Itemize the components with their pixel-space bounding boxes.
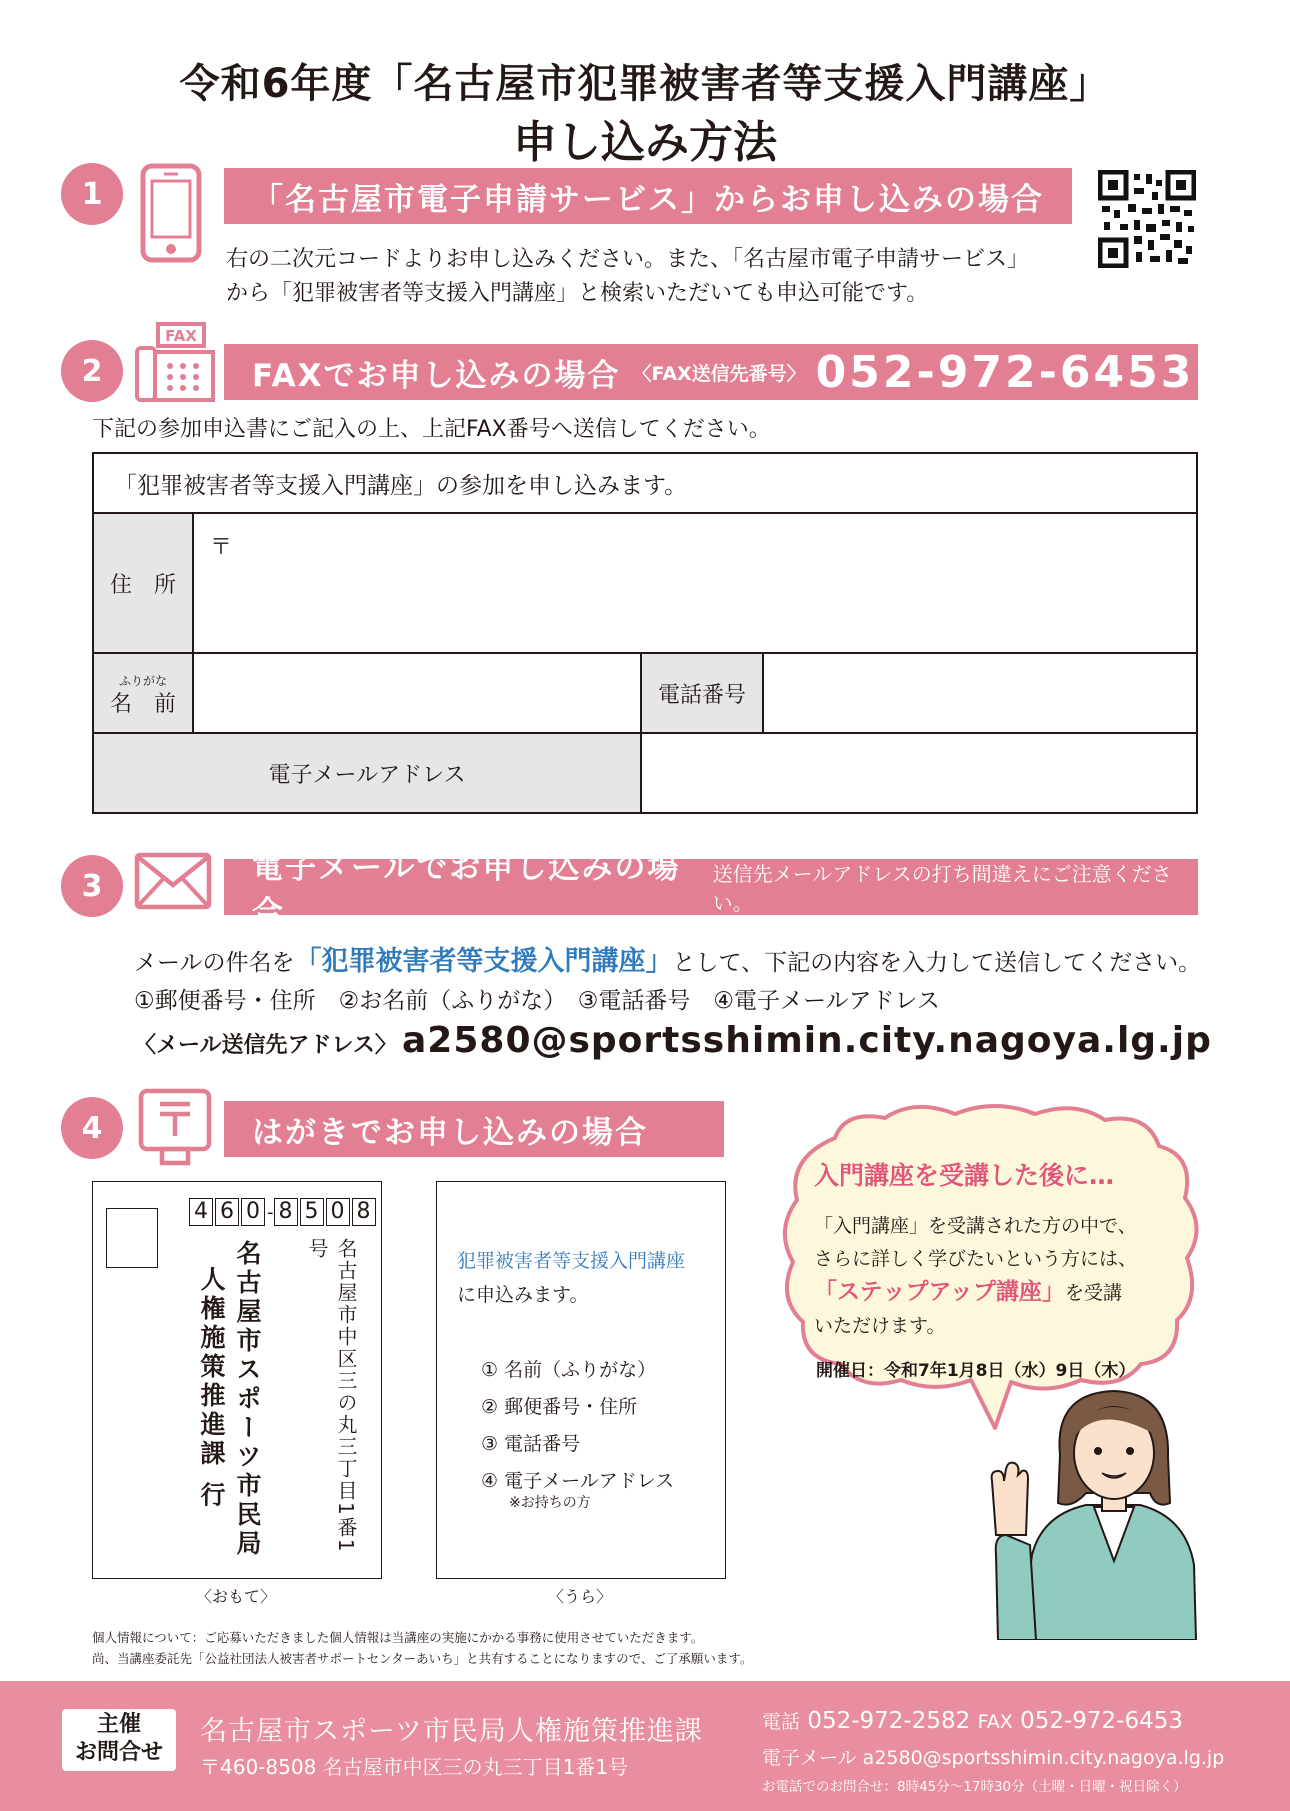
list-item: ① 名前（ふりがな） <box>481 1359 657 1381</box>
bubble-line-3: を受講 <box>1064 1282 1122 1304</box>
organizer-badge <box>62 1709 176 1771</box>
section-4-heading-text: はがきでお申し込みの場合 <box>252 1114 648 1151</box>
phone-label: 電話 <box>762 1711 801 1733</box>
email-address[interactable]: a2580@sportsshimin.city.nagoya.lg.jp <box>402 1020 1212 1061</box>
postcard-front <box>92 1181 382 1579</box>
section-3-heading-text: 電子メールでお申し込みの場合 <box>252 850 681 931</box>
section-1-text-1: 右の二次元コードよりお申し込みください。また、「名古屋市電子申請サービス」 <box>226 247 1030 272</box>
list-item: ② 郵便番号・住所 <box>481 1396 638 1418</box>
postcard-back <box>436 1181 726 1579</box>
privacy-line-2: 尚、当講座委託先「公益社団法人被害者サポートセンターあいち」と共有することになりますので、ご了承願います。 <box>92 1651 753 1666</box>
address-label: 住 所 <box>93 513 193 653</box>
postal-mark: 〒 <box>210 535 233 560</box>
postbox-icon <box>138 1088 212 1170</box>
zip-dash: - <box>267 1202 274 1223</box>
step-2-badge: 2 <box>61 340 123 402</box>
email-address-line <box>134 1020 1212 1061</box>
fax-machine-icon <box>134 322 216 408</box>
fax-label: FAX <box>977 1711 1013 1733</box>
phone-label: 電話番号 <box>641 653 763 733</box>
fax-application-form <box>92 452 1198 814</box>
footer-address: 〒460-8508 名古屋市中区三の丸三丁目1番1号 <box>200 1755 629 1779</box>
page-subtitle: 申し込み方法 <box>513 117 777 168</box>
svg-text:FAX: FAX <box>165 327 197 345</box>
section-2-heading <box>224 344 1198 400</box>
zip-digit: 4 <box>189 1198 213 1226</box>
postcard-recipient-1: 名古屋市スポーツ市民局 <box>233 1240 262 1559</box>
section-3-note: 送信先メールアドレスの打ち間違えにご注意ください。 <box>712 862 1172 915</box>
list-item: ③ 電話番号 <box>481 1433 581 1455</box>
step-up-course-label: 「ステップアップ講座」 <box>814 1279 1065 1305</box>
section-2-heading-text: FAXでお申し込みの場合 <box>252 357 621 394</box>
list-item: ④ 電子メールアドレス <box>481 1470 675 1492</box>
step-4-badge: 4 <box>61 1097 123 1159</box>
fax-label: 〈FAX送信先番号〉 <box>632 362 806 385</box>
postcard-back-caption: 〈うら〉 <box>547 1587 612 1606</box>
woman-waving-illustration <box>990 1385 1200 1644</box>
email-label: 電子メールアドレス <box>93 733 641 813</box>
bubble-line-4: いただけます。 <box>814 1315 946 1337</box>
organizer-badge-line-2: お問合せ <box>74 1740 163 1765</box>
qr-code-icon[interactable] <box>1098 170 1196 272</box>
bubble-title: 入門講座を受講した後に… <box>814 1161 1115 1190</box>
email-label: 電子メール <box>762 1747 857 1769</box>
postcard-back-line2: に申込みます。 <box>457 1284 589 1306</box>
form-header: 「犯罪被害者等支援入門講座」の参加を申し込みます。 <box>93 453 1197 513</box>
zip-digit: 5 <box>300 1198 324 1226</box>
privacy-note <box>92 1627 752 1669</box>
zip-code <box>189 1198 378 1226</box>
zip-digit: 0 <box>326 1198 350 1226</box>
zip-digit: 6 <box>215 1198 239 1226</box>
email-subject-post: として、下記の内容を入力して送信してください。 <box>672 950 1202 976</box>
postcard-back-title: 犯罪被害者等支援入門講座 <box>457 1250 686 1272</box>
email-subject-pre: メールの件名を <box>134 950 295 976</box>
name-label: 名 前 <box>109 692 176 717</box>
zip-digit: 8 <box>352 1198 376 1226</box>
fax-number: 052-972-6453 <box>815 346 1195 398</box>
bubble-date: 開催日：令和7年1月8日（水）9日（木） <box>816 1361 1136 1381</box>
footer-org: 名古屋市スポーツ市民局人権施策推進課 <box>200 1716 703 1747</box>
email-subject-text: 「犯罪被害者等支援入門講座」 <box>294 946 673 977</box>
organizer-badge-line-1: 主催 <box>96 1712 141 1737</box>
zip-digit: 8 <box>274 1198 298 1226</box>
footer-phone-fax <box>762 1707 1183 1734</box>
section-4-heading <box>224 1101 724 1157</box>
name-field[interactable] <box>193 653 641 733</box>
name-label-cell <box>93 653 193 733</box>
postcard-back-items <box>481 1352 674 1500</box>
footer <box>0 1681 1290 1811</box>
section-1-heading-text: 「名古屋市電子申請サービス」からお申し込みの場合 <box>252 181 1044 218</box>
step-3-badge: 3 <box>61 855 123 917</box>
stamp-placeholder <box>106 1208 158 1268</box>
zip-digit: 0 <box>241 1198 265 1226</box>
postcard-recipient-2: 人権施策推進課 行 <box>197 1266 226 1511</box>
bubble-line-1: 「入門講座」を受講された方の中で、 <box>814 1215 1137 1237</box>
section-1-text-2: から「犯罪被害者等支援入門講座」と検索いただいても申込可能です。 <box>226 281 929 306</box>
smartphone-icon <box>140 163 202 267</box>
postcard-address: 名古屋市中区三の丸三丁目1番1号 <box>305 1238 358 1554</box>
step-1-badge: 1 <box>61 163 123 225</box>
fax-number: 052-972-6453 <box>1020 1708 1184 1734</box>
address-field[interactable] <box>193 513 1197 653</box>
privacy-line-1: 個人情報について：ご応募いただきました個人情報は当講座の実施にかかる事務に使用させていただきます。 <box>92 1630 704 1645</box>
footer-hours: お電話でのお問合せ：8時45分～17時30分（土曜・日曜・祝日除く） <box>762 1779 1187 1795</box>
bubble-body <box>814 1210 1137 1343</box>
postcard-front-caption: 〈おもて〉 <box>195 1587 276 1606</box>
footer-email <box>762 1743 1224 1770</box>
furigana-label: ふりがな <box>118 674 167 688</box>
email-address[interactable]: a2580@sportsshimin.city.nagoya.lg.jp <box>862 1747 1225 1769</box>
fax-instruction: 下記の参加申込書にご記入の上、上記FAX番号へ送信してください。 <box>92 417 771 442</box>
postcard-back-note: ※お持ちの方 <box>509 1495 591 1511</box>
page-title: 令和6年度「名古屋市犯罪被害者等支援入門講座」 <box>179 61 1111 107</box>
envelope-icon <box>134 852 212 914</box>
email-field[interactable] <box>641 733 1197 813</box>
phone-field[interactable] <box>763 653 1197 733</box>
bubble-line-2: さらに詳しく学びたいという方には、 <box>814 1248 1138 1270</box>
section-3-heading <box>224 850 1198 931</box>
email-subject-line <box>134 939 1201 978</box>
email-address-label: 〈メール送信先アドレス〉 <box>134 1033 397 1058</box>
section-1-heading <box>224 168 1072 224</box>
phone-number[interactable]: 052-972-2582 <box>807 1708 971 1734</box>
email-required-items: ①郵便番号・住所 ②お名前（ふりがな） ③電話番号 ④電子メールアドレス <box>134 988 940 1014</box>
